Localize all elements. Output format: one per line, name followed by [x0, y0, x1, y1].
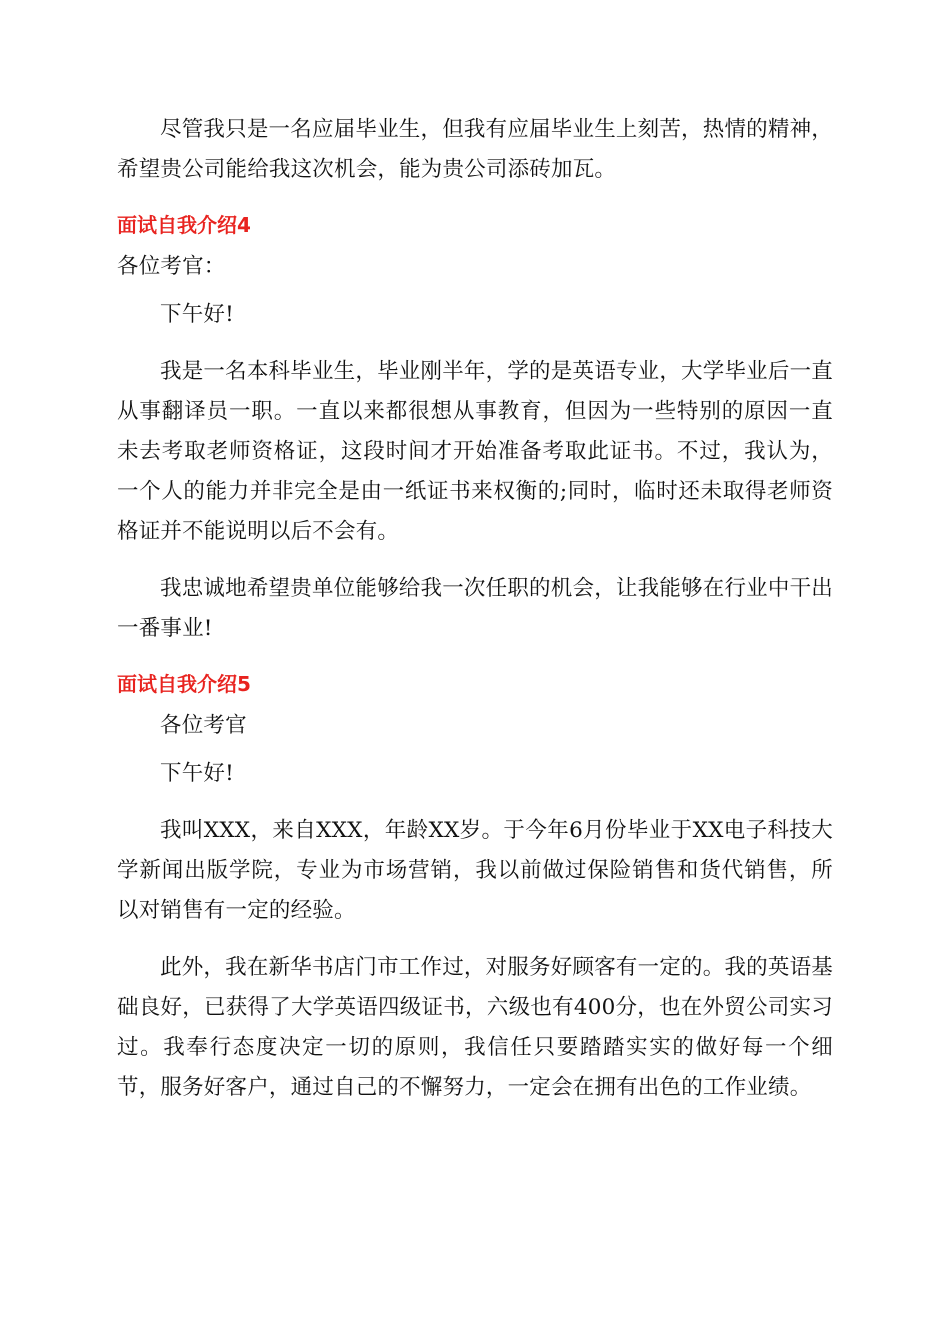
salutation-4: 各位考官：	[117, 254, 226, 279]
salutation-5: 各位考官	[160, 713, 247, 738]
greeting-5: 下午好!	[160, 761, 234, 786]
greeting-4: 下午好!	[160, 302, 234, 327]
section-heading-4: 面试自我介绍4	[117, 213, 251, 237]
paragraph-4-1: 我是一名本科毕业生，毕业刚半年，学的是英语专业，大学毕业后一直从事翻译员一职。一直以来都很想从事教育，但因为一些特别的原因一直未去考取老师资格证，这段时间才开始准备考取此证书。不过，我认为，一个人的能力并非完全是由一纸证书来权衡的;同时，临时还未取得老师资格证并不能说明以后不会有。	[117, 359, 833, 544]
paragraph-5-2: 此外，我在新华书店门市工作过，对服务好顾客有一定的。我的英语基础良好，已获得了大学英语四级证书，六级也有400分，也在外贸公司实习过。我奉行态度决定一切的原则，我信任只要踏踏实实的做好每一个细节，服务好客户，通过自己的不懈努力，一定会在拥有出色的工作业绩。	[117, 955, 833, 1100]
paragraph-5-1: 我叫XXX，来自XXX，年龄XX岁。于今年6月份毕业于XX电子科技大学新闻出版学院，专业为市场营销，我以前做过保险销售和货代销售，所以对销售有一定的经验。	[117, 818, 833, 923]
paragraph-4-2: 我忠诚地希望贵单位能够给我一次任职的机会，让我能够在行业中干出一番事业!	[117, 576, 833, 641]
section-heading-5: 面试自我介绍5	[117, 672, 251, 696]
paragraph-intro-closing: 尽管我只是一名应届毕业生，但我有应届毕业生上刻苦，热情的精神，希望贵公司能给我这次机会，能为贵公司添砖加瓦。	[117, 117, 833, 182]
document-body	[117, 110, 833, 1125]
